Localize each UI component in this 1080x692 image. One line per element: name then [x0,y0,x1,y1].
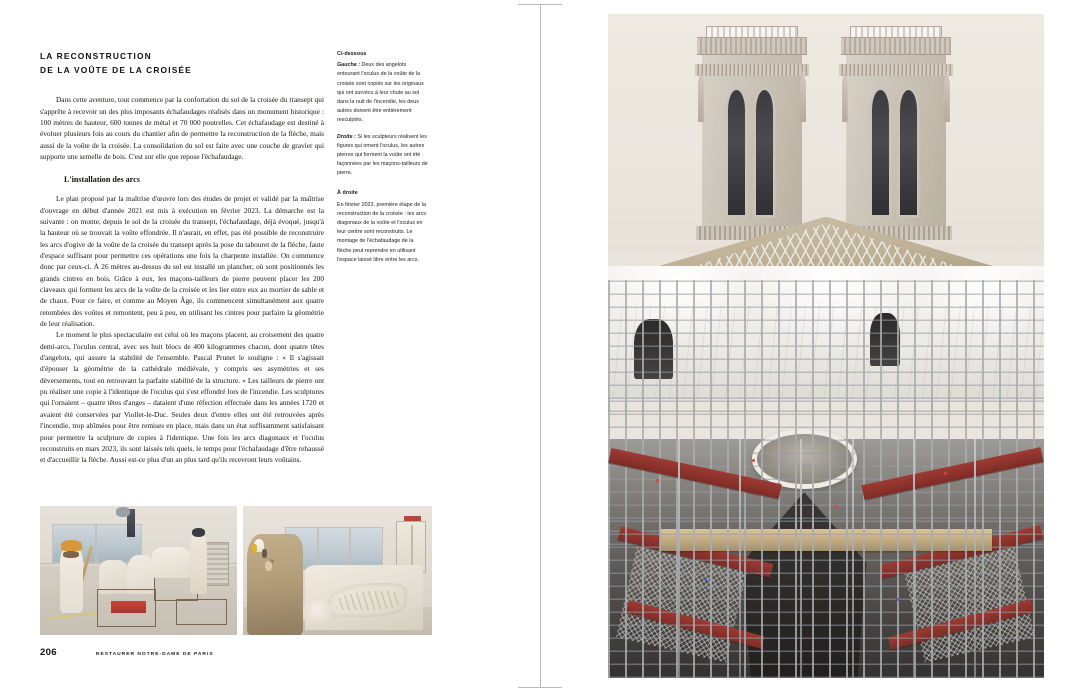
tower-cornice [695,64,809,76]
caption-below [337,50,429,178]
gutter-line [540,4,541,688]
tower-cornice [839,64,953,76]
notre-dame-north-tower [702,37,802,240]
page-footer [40,647,214,658]
caption-right-text: En février 2023, première étape de la reconstruction de la croisée : les arcs diagonaux de la voûte et l'oculus en leur centre sont reconstruits. Le montage de l'échafaudage de la flèche peut reprendre en utilisant l'espace laissé libre entre les arcs. [337,201,426,263]
scaffold-coupler-mark [944,472,947,475]
right-page-photo [608,14,1044,678]
chapter-title-line-2: DE LA VOÛTE DE LA CROISÉE [40,64,192,75]
photo-atelier-taille-de-pierre [40,506,237,635]
tower-lancet-window [756,90,773,216]
sculptor-figure [247,534,304,635]
angel-wing-carving [328,583,407,617]
mason-face [63,551,79,558]
red-tool-box [404,516,421,521]
stone-block [152,547,191,578]
caption-below-right [337,133,429,179]
caption-right-heading: À droite [337,190,358,197]
scaffold-post [974,439,976,678]
caption-below-left-text: Deux des angelots entourant l'oculus de la voûte de la croisée sont copiés sur les originaux qui ont survécu à leur chute au sol dans la nuit de l'incendie, les deux autres doivent être entièrement resculptés. [337,62,424,124]
photo-row [40,506,432,635]
caption-right [337,189,429,265]
tower-lancet-window [900,90,917,216]
intro-paragraph: Dans cette aventure, tout commence par la confortation du sol de la croisée du transept qui s'apprête à recevoir un des plus imposants échafaudages réalisés dans un monument historique : 100 mètres de hauteur, 600 tonnes de métal et 70 000 poutrelles. Cet échafaudage est destiné à évoluer plusieurs fois au cours du chantier afin de permettre la reconstruction de la flèche, mais aussi de la voûte de la croisée. La consolidation du sol est faite avec une couche de gravier qui supporte une semelle de bois. C'est sur elle que repose l'échafaudage. [40,95,324,161]
scaffolding-upper [608,280,1044,413]
hoist-icon [127,509,135,537]
body-paragraph-1: Le plan proposé par la maîtrise d'œuvre lors des études de projet et validé par la maîtrise d'ouvrage en début d'année 2021 est mis à exécution en février 2023. La démarche est la suivante : on monte, depuis le sol de la croisée du transept, l'échafaudage, déjà évoqué, jusqu'à la hauteur où se trouvait la voûte effondrée. Il n'aurait, en effet, pas été possible de reconstruire les arcs d'ogive de la voûte de la croisée du transept après la pose du tabouret de la flèche, faute d'espace suffisant pour permettre ces opérations une fois la charpente installée. On commence donc par ceux-ci. À 26 mètres au-dessus du sol est installé un plancher, où sont positionnés les grands cintres en bois. Grâce à eux, les maçons-tailleurs de pierre peuvent placer les 200 claveaux qui forment les arcs de la voûte de la croisée et les lier entre eux au mortier de sable et de chaux. Pour ce faire, et comme au Moyen Âge, ils commencent simultanément aux quatre retombées des voûtes et remontent, peu à peu, en utilisant les cintres pour parfaire la géométrie de leur réalisation. [40,194,324,329]
angel-face-carving [302,599,332,625]
chapter-title-line-1: LA RECONSTRUCTION [40,51,152,61]
scaffold-post [800,439,802,678]
caption-column [337,50,429,276]
mason-head [192,528,205,536]
caption-below-heading: Ci-dessous [337,51,367,57]
caption-below-left-lead: Gauche : [337,62,361,69]
ear-defender-icon [252,544,257,553]
section-heading: L'installation des arcs [64,175,140,185]
dust-mask-icon [262,549,267,557]
scaffold-coupler-mark [656,479,659,482]
tower-parapet [697,37,807,55]
folio-number: 206 [40,647,57,658]
tower-lancet-window [872,90,889,216]
tower-lancet-window [728,90,745,216]
gutter-tick-bottom [518,687,562,688]
scaffold-post [739,439,741,678]
photo-sculpteur-angelot [243,506,432,635]
notre-dame-south-tower [846,37,946,240]
hard-hat-icon [61,540,82,551]
stone-mason-figure [60,549,84,614]
scaffold-post [678,439,680,678]
caption-below-left [337,61,429,125]
caption-below-right-lead: Droite : [337,133,356,140]
scaffold-coupler-mark [752,459,755,462]
tower-parapet [841,37,951,55]
stone-mason-figure [190,534,208,593]
scaffolding-lower [608,519,1044,678]
main-text-column [40,50,324,466]
scaffold-post [852,439,854,678]
page-title [40,50,324,77]
storage-rack [204,542,230,586]
red-crate [111,601,146,613]
wooden-pallet [176,599,227,625]
body-paragraph-2: Le moment le plus spectaculaire est celui où les maçons placent, au croisement des quatre demi-arcs, l'oculus central, avec ses huit blocs de 400 kilogrammes chacun, dont quatre têtes d'angelots, qui assure la stabilité de l'ensemble. Pascal Prunet le souligne : « Il s'agissait d'épouser la géométrie de la cathédrale médiévale, y compris ses asymétries et ses déversements, tout en retrouvant la parfaite stabilité de la structure. » Les tailleurs de pierre ont pu réaliser une copie à l'identique de l'oculus qui s'est effondré lors de l'incendie. Les sculptures qui l'ornaient – quatre têtes d'anges – dataient d'une réfection effectuée dans les années 1720 et avaient été conservées par Viollet-le-Duc. Seules deux d'entre elles ont été retrouvées après l'incendie, trop abîmées pour être remises en place, mais dans un état suffisamment satisfaisant pour permettre la sculpture de copies à l'identique. Une fois les arcs diagonaux et l'oculus reconstruits en mars 2023, ils sont laissés tels quels, le temps pour l'échafaudage d'être rehaussé et d'accueillir la flèche. Aussi est-ce plus d'un an plus tard qu'ils recevront leurs voûtains. [40,330,324,465]
caption-below-right-text: Si les sculpteurs réalisent les figures qui ornent l'oculus, les autres pierres qui forment la voûte ont été façonnées par les maçons-tailleurs de pierre. [337,133,428,177]
running-head: RESTAURER NOTRE-DAME DE PARIS [95,652,214,657]
scaffold-post [913,439,915,678]
